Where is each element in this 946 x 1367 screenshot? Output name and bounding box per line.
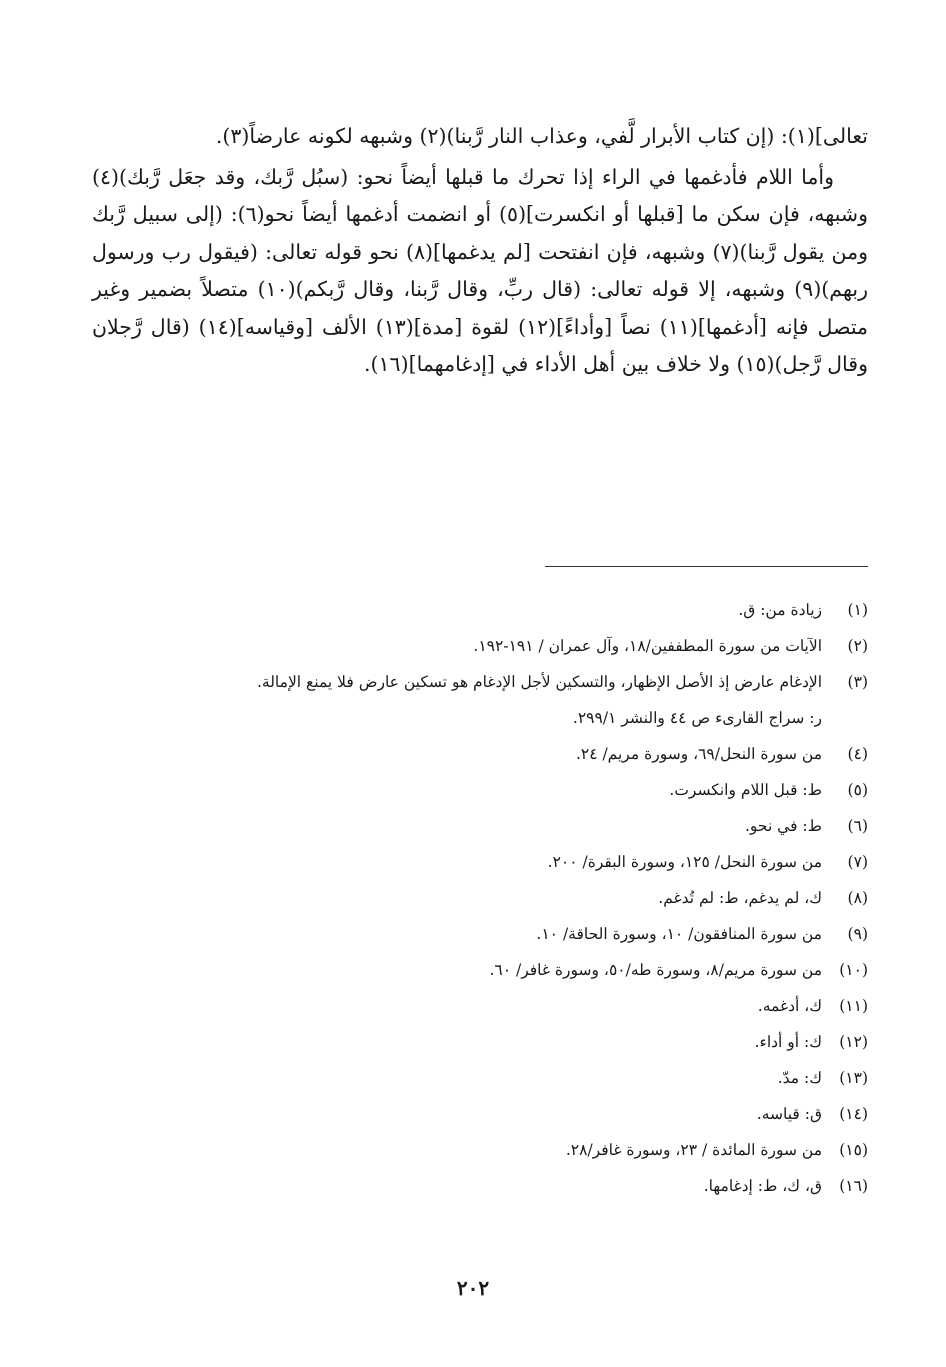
- main-text-body: [92, 118, 868, 384]
- footnote-item: [92, 1168, 868, 1204]
- footnote-item: [92, 916, 868, 952]
- footnote-text: زيادة من: ق.: [738, 601, 822, 619]
- footnote-number: [822, 700, 868, 736]
- footnote-number: (١٠): [839, 961, 868, 979]
- footnote-item: [92, 808, 868, 844]
- footnote-item: [92, 736, 868, 772]
- footnote-text: الإدغام عارض إذ الأصل الإظهار، والتسكين لأجل الإدغام هو تسكين عارض فلا يمنع الإمالة.: [256, 673, 822, 691]
- footnote-text: ق، ك، ط: إدغامها.: [703, 1177, 822, 1195]
- footnotes-list: [92, 592, 868, 1204]
- footnote-item: [92, 880, 868, 916]
- footnote-number: (١): [847, 601, 868, 619]
- footnote-text: من سورة النحل/ ١٢٥، وسورة البقرة/ ٢٠٠.: [547, 853, 822, 871]
- footnote-item: [92, 952, 868, 988]
- footnote-text: ك: أو أداء.: [754, 1033, 822, 1051]
- footnote-number: (٤): [847, 745, 868, 763]
- footnote-text: من سورة المائدة / ٢٣، وسورة غافر/٢٨.: [565, 1141, 822, 1159]
- footnote-number: (٣): [847, 673, 868, 691]
- footnote-item: [92, 1096, 868, 1132]
- footnote-item: [92, 772, 868, 808]
- footnote-item: [92, 844, 868, 880]
- footnote-number: (٢): [847, 637, 868, 655]
- footnote-item: [92, 592, 868, 628]
- footnote-text: من سورة مريم/٨، وسورة طه/٥٠، وسورة غافر/ ٦٠.: [489, 961, 822, 979]
- page-number: ٢٠٢: [456, 1276, 490, 1300]
- main-paragraph-1: تعالى](١): (إن كتاب الأبرار لَّفي، وعذاب النار رَّبنا)(٢) وشبهه لكونه عارضاً(٣).: [215, 124, 868, 148]
- footnote-item: [92, 988, 868, 1024]
- footnote-text: ط: قبل اللام وانكسرت.: [669, 781, 822, 799]
- footnote-text: ك: مدّ.: [777, 1069, 822, 1087]
- footnote-continuation: [92, 700, 868, 736]
- footnote-number: (٩): [847, 925, 868, 943]
- footnote-number: (١٦): [839, 1177, 868, 1195]
- footnote-text: من سورة النحل/٦٩، وسورة مريم/ ٢٤.: [575, 745, 822, 763]
- main-paragraph-2: وأما اللام فأدغمها في الراء إذا تحرك ما قبلها أيضاً نحو: (سبُل رَّبك، وقد جعَل رَّبك)(٤) وشبهه، فإن سكن ما [قبلها أو انكسرت](٥) أو انضمت أدغمها أيضاً نحو(٦): (إلى سبيل رَّبك ومن يقول رَّبنا)(٧) وشبهه، فإن انفتحت [لم يدغمها](٨) نحو قوله تعالى: (فيقول رب ورسول ربهم)(٩) وشبهه، إلا قوله تعالى: (قال ربِّ، وقال رَّبنا، وقال رَّبكم)(١٠) متصلاً بضمير وغير متصل فإنه [أدغمها](١١) نصاً [وأداءً](١٢) لقوة [مدة](١٣) الألف [وقياسه](١٤) (قال رَّجلان وقال رَّجل)(١٥) ولا خلاف بين أهل الأداء في [إدغامهما](١٦).: [92, 164, 869, 376]
- footnote-number: (١٤): [839, 1105, 868, 1123]
- footnote-number: (١١): [839, 997, 868, 1015]
- footnote-item: [92, 664, 868, 700]
- footnote-item: [92, 1132, 868, 1168]
- footnote-separator-line: [545, 566, 868, 567]
- footnote-text: ط: في نحو.: [745, 817, 822, 835]
- footnote-text: ك، لم يدغم، ط: لم تُدغم.: [658, 889, 822, 907]
- footnote-number: (١٣): [839, 1069, 868, 1087]
- footnote-number: (١٥): [839, 1141, 868, 1159]
- footnote-number: (٨): [847, 889, 868, 907]
- footnote-number: (٥): [847, 781, 868, 799]
- footnote-text: من سورة المنافقون/ ١٠، وسورة الحاقة/ ١٠.: [536, 925, 822, 943]
- footnote-number: (٧): [847, 853, 868, 871]
- footnote-item: [92, 1060, 868, 1096]
- footnote-item: [92, 1024, 868, 1060]
- footnote-text: ر: سراج القارىء ص ٤٤ والنشر ٢٩٩/١.: [572, 709, 822, 727]
- footnote-text: ك، أدغمه.: [757, 997, 822, 1015]
- footnote-text: ق: قياسه.: [756, 1105, 822, 1123]
- footnote-text: الآيات من سورة المطففين/١٨، وآل عمران / ١٩١-١٩٢.: [473, 637, 822, 655]
- footnote-number: (٦): [847, 817, 868, 835]
- footnote-item: [92, 628, 868, 664]
- footnote-number: (١٢): [839, 1033, 868, 1051]
